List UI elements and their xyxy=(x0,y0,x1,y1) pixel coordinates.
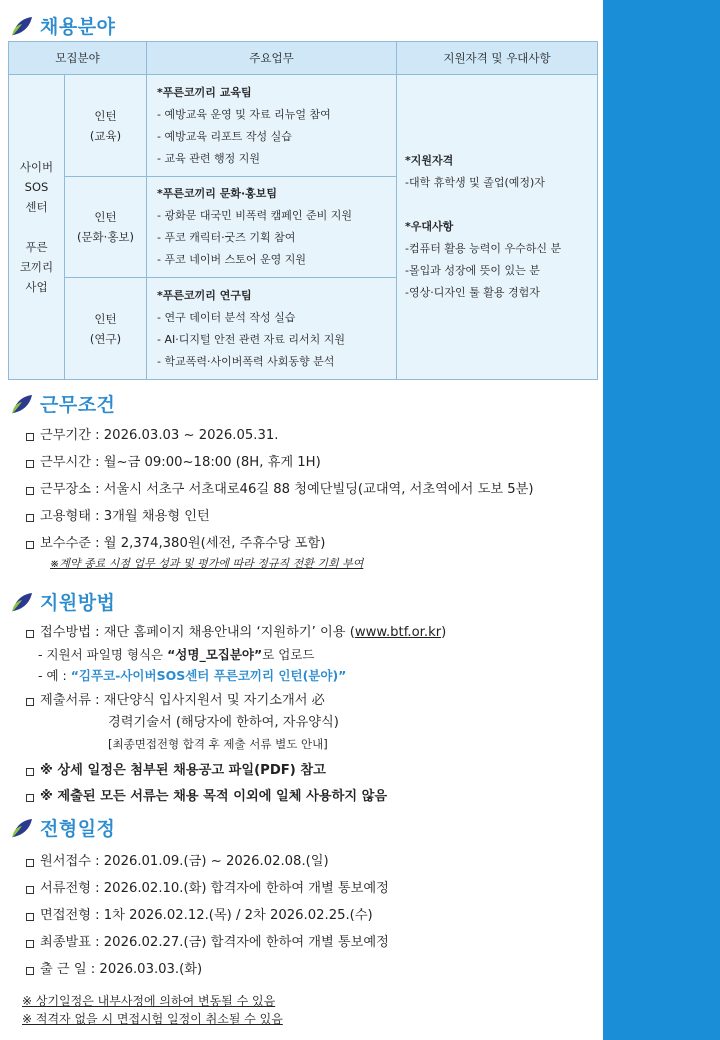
apply-list xyxy=(26,623,446,813)
duty-item: - 학교폭력·사이버폭력 사회동향 분석 xyxy=(157,354,335,368)
square-bullet-icon xyxy=(26,433,34,441)
column-header: 지원자격 및 우대사항 xyxy=(397,42,598,75)
square-bullet-icon xyxy=(26,487,34,495)
square-bullet-icon xyxy=(26,859,34,867)
duty-title: *푸른코끼리 연구팀 xyxy=(157,288,252,302)
docs-line-2: 경력기술서 (해당자에 한하여, 자유양식) xyxy=(108,715,339,730)
square-bullet-icon xyxy=(26,630,34,638)
preference-title: *우대사항 xyxy=(405,220,454,233)
duty-item: - AI·디지털 안전 관련 자료 리서치 지원 xyxy=(157,332,345,346)
schedule-notes xyxy=(22,992,283,1028)
schedule-note: ※ 상기일정은 내부사정에 의하여 변동될 수 있음 xyxy=(22,994,276,1008)
duty-item: - 푸코 캐릭터·굿즈 기획 참여 xyxy=(157,231,296,244)
duty-title: *푸른코끼리 교육팀 xyxy=(157,85,252,99)
list-item xyxy=(26,623,446,645)
duty-cell xyxy=(147,177,397,278)
list-item: 최종발표 : 2026.02.27.(금) 합격자에 한하여 개별 통보예정 xyxy=(26,933,389,960)
preference-item: -몰입과 성장에 뜻이 있는 분 xyxy=(405,264,540,277)
role-label: 인턴 (연구) xyxy=(65,278,147,380)
section-title: 지원방법 xyxy=(40,592,116,614)
homepage-link[interactable]: www.btf.or.kr xyxy=(354,625,442,640)
preference-item: -영상·디자인 툴 활용 경험자 xyxy=(405,286,540,299)
table-header-row xyxy=(9,42,598,75)
square-bullet-icon xyxy=(26,514,34,522)
duty-item: - 푸코 네이버 스토어 운영 지원 xyxy=(157,253,306,266)
leaf-icon xyxy=(10,15,34,37)
table-row xyxy=(9,75,598,177)
square-bullet-icon xyxy=(26,768,34,776)
list-item: 근무장소 : 서울시 서초구 서초대로46길 88 청예단빌딩(교대역, 서초역에서 도보 5분) xyxy=(26,480,534,507)
section-header-apply xyxy=(10,588,115,615)
section-title: 전형일정 xyxy=(40,818,116,840)
file-example-line: - 예 : “김푸코-사이버SOS센터 푸른코끼리 인턴(분야)” xyxy=(38,668,347,683)
docs-text: 제출서류 : 재단양식 입사지원서 및 자기소개서 必 xyxy=(40,693,325,708)
column-header: 주요업무 xyxy=(147,42,397,75)
square-bullet-icon xyxy=(26,967,34,975)
duty-cell xyxy=(147,75,397,177)
section-header-conditions xyxy=(10,390,115,417)
column-header: 모집분야 xyxy=(9,42,147,75)
list-item: 보수수준 : 월 2,374,380원(세전, 주휴수당 포함) xyxy=(26,534,534,561)
square-bullet-icon xyxy=(26,886,34,894)
leaf-icon xyxy=(10,591,34,613)
duty-title: *푸른코끼리 문화·홍보팀 xyxy=(157,187,278,200)
method-text: 접수방법 : 재단 홈페이지 채용안내의 ‘지원하기’ 이용 (www.btf.or.kr) xyxy=(40,625,447,640)
conditions-note: ※계약 종료 시점 업무 성과 및 평가에 따라 정규직 전환 기회 부여 xyxy=(50,557,364,570)
schedule-list xyxy=(26,852,389,987)
square-bullet-icon xyxy=(26,940,34,948)
list-item xyxy=(26,691,446,713)
list-item: 근무기간 : 2026.03.03 ~ 2026.05.31. xyxy=(26,426,534,453)
list-item: 원서접수 : 2026.01.09.(금) ~ 2026.02.08.(일) xyxy=(26,852,389,879)
section-title: 근무조건 xyxy=(40,394,116,416)
duty-item: - 예방교육 운영 및 자료 리뉴얼 참여 xyxy=(157,107,331,121)
duty-item: - 광화문 대국민 비폭력 캠페인 준비 지원 xyxy=(157,209,352,222)
square-bullet-icon xyxy=(26,541,34,549)
leaf-icon xyxy=(10,817,34,839)
file-format-line: - 지원서 파일명 형식은 “성명_모집분야”로 업로드 xyxy=(38,647,315,662)
section-header-field xyxy=(10,12,115,39)
side-decoration-bar xyxy=(603,0,720,1040)
schedule-note: ※ 적격자 없을 시 면접시험 일정이 취소될 수 있음 xyxy=(22,1012,283,1026)
duty-item: - 예방교육 리포트 작성 실습 xyxy=(157,129,292,143)
square-bullet-icon xyxy=(26,460,34,468)
preference-item: -컴퓨터 활용 능력이 우수하신 분 xyxy=(405,242,562,255)
qualification-title: *지원자격 xyxy=(405,154,454,167)
list-item: ※ 제출된 모든 서류는 채용 목적 이외에 일체 사용하지 않음 xyxy=(26,787,446,813)
list-item: 근무시간 : 월~금 09:00~18:00 (8H, 휴게 1H) xyxy=(26,453,534,480)
duty-cell xyxy=(147,278,397,380)
section-title: 채용분야 xyxy=(40,16,116,38)
conditions-list xyxy=(26,426,534,571)
list-item: 면접전형 : 1차 2026.02.12.(목) / 2차 2026.02.25.(수) xyxy=(26,906,389,933)
recruit-table xyxy=(8,41,598,380)
section-header-schedule xyxy=(10,814,115,841)
list-item: 서류전형 : 2026.02.10.(화) 합격자에 한하여 개별 통보예정 xyxy=(26,879,389,906)
qualification-text: -대학 휴학생 및 졸업(예정)자 xyxy=(405,176,545,189)
role-label: 인턴 (문화·홍보) xyxy=(65,177,147,278)
square-bullet-icon xyxy=(26,913,34,921)
duty-item: - 교육 관련 행정 지원 xyxy=(157,151,260,165)
list-item: ※ 상세 일정은 첨부된 채용공고 파일(PDF) 참고 xyxy=(26,761,446,787)
square-bullet-icon xyxy=(26,794,34,802)
role-label: 인턴 (교육) xyxy=(65,75,147,177)
group-label: 사이버 SOS 센터 푸른 코끼리 사업 xyxy=(9,75,65,380)
duty-item: - 연구 데이터 분석 작성 실습 xyxy=(157,310,296,324)
list-item: 출 근 일 : 2026.03.03.(화) xyxy=(26,960,389,987)
qualification-cell xyxy=(397,75,598,380)
square-bullet-icon xyxy=(26,698,34,706)
leaf-icon xyxy=(10,393,34,415)
list-item: 고용형태 : 3개월 채용형 인턴 xyxy=(26,507,534,534)
docs-line-3: [최종면접전형 합격 후 제출 서류 별도 안내] xyxy=(108,737,328,751)
